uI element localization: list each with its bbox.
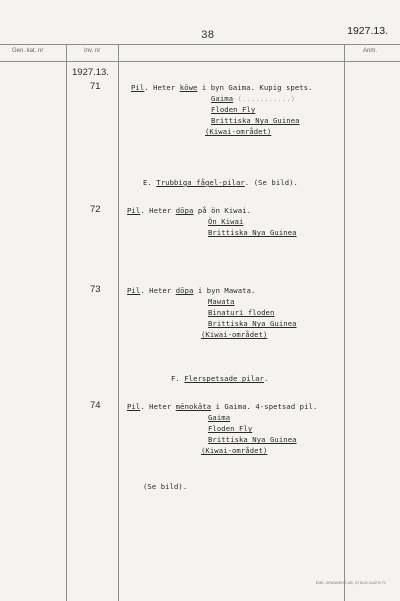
locality-country: Brittiska Nya Guinea (211, 116, 300, 125)
locality-region: (Kiwai-området) (201, 330, 268, 339)
locality-river: Floden Fly (208, 424, 253, 433)
accession-number: 1927.13. (72, 67, 109, 78)
object-type: Pil (127, 206, 141, 215)
native-name: kōwe (179, 83, 198, 92)
column-header-inv-nr: Inv. nr (84, 48, 101, 54)
entry-description: Pil. Heter kōwe i byn Gaima. Kupig spets. (131, 83, 313, 92)
see-image-note: (Se bild). (143, 482, 188, 491)
locality-country: Brittiska Nya Guinea (208, 435, 297, 444)
object-type: Pil (131, 83, 145, 92)
column-divider-text-anm (344, 44, 345, 601)
entry-description: Pil. Heter mēnokāta i Gaima. 4-spetsad pil. (127, 402, 318, 411)
section-title: Trubbiga fågel-pilar (156, 178, 245, 187)
ledger-page: 38 1927.13. Gen. kat. nr Inv. nr Anm. 1927.13. 71 Pil. Heter kōwe i byn Gaima. Kupig spets. Gaima (...........) Floden Fly Brittiska Nya Guinea (Kiwai-området) E. Trubbiga fågel-pilar. (Se bild). 72 Pil. Heter dōpa på ön Kiwai. Ön Kiwai Brittiska Nya Guinea 73 Pil. Heter dōpa i byn Mawata. Mawata Binaturi floden Brittiska Nya Guinea (Kiwai-området) F. Flerspetsade pilar. 74 Pil. Heter mēnokāta i Gaima. 4-spetsad pil. Gaima Floden Fly Brittiska Nya Guinea (Kiwai-området) (Se bild). EMIL GRANBERG AB, STHLM 2442 B 71 (0, 0, 400, 601)
locality-region: (Kiwai-området) (201, 446, 268, 455)
handwritten-note: (...........) (237, 94, 296, 103)
locality-island: Ön Kiwai (208, 217, 244, 226)
locality-river: Binaturi floden (208, 308, 275, 317)
locality-country: Brittiska Nya Guinea (208, 228, 297, 237)
header-top-rule (0, 44, 400, 45)
column-divider-inv-text (118, 44, 119, 601)
native-name: dōpa (175, 286, 194, 295)
entry-description: Pil. Heter dōpa i byn Mawata. (127, 286, 256, 295)
locality-river: Floden Fly (211, 105, 256, 114)
object-type: Pil (127, 402, 141, 411)
locality-village: Mawata (208, 297, 235, 306)
inv-number: 72 (90, 204, 101, 215)
page-number: 38 (201, 30, 215, 42)
native-name: dōpa (175, 206, 194, 215)
locality-country: Brittiska Nya Guinea (208, 319, 297, 328)
object-type: Pil (127, 286, 141, 295)
column-header-gen-kat-nr: Gen. kat. nr (12, 48, 44, 54)
header-bottom-rule (0, 61, 400, 62)
inv-number: 73 (90, 284, 101, 295)
accession-number-header: 1927.13. (347, 25, 388, 37)
inv-number: 71 (90, 81, 101, 92)
section-title: Flerspetsade pilar (184, 374, 264, 383)
entry-description: Pil. Heter dōpa på ön Kiwai. (127, 206, 251, 215)
locality-region: (Kiwai-området) (205, 127, 272, 136)
column-header-anm: Anm. (363, 48, 378, 54)
native-name: mēnokāta (175, 402, 212, 411)
locality-village: Gaima (208, 413, 231, 422)
printer-imprint: EMIL GRANBERG AB, STHLM 2442 B 71 (315, 581, 386, 585)
column-divider-gen-inv (66, 44, 67, 601)
inv-number: 74 (90, 400, 101, 411)
locality-village: Gaima (...........) (211, 94, 296, 103)
